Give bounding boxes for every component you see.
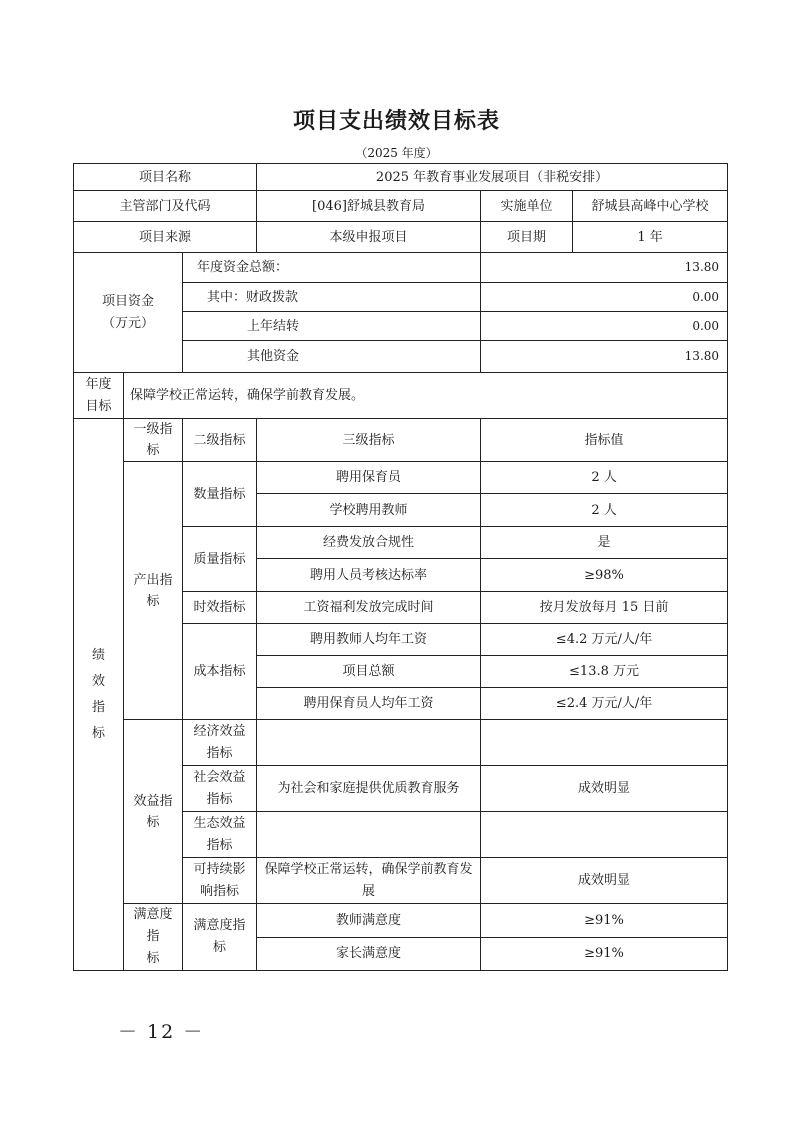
- indicator-name: 教师满意度: [257, 904, 481, 938]
- satisfaction-l1-line2: 标: [146, 951, 160, 966]
- social-label-line2: 指标: [206, 791, 233, 807]
- indicator-value: ≥91%: [481, 937, 728, 971]
- project-name-value: 2025 年教育事业发展项目（非税安排）: [257, 164, 728, 191]
- indicator-value: ≤13.8 万元: [481, 656, 728, 688]
- source-value: 本级申报项目: [257, 222, 481, 253]
- indicator-name: 聘用教师人均年工资: [257, 624, 481, 656]
- row-perf-headers: [74, 419, 728, 462]
- satisfaction-l1-label: [124, 904, 183, 971]
- social-label-line1: 社会效益: [193, 769, 246, 785]
- indicator-name: [257, 812, 481, 858]
- impl-label: 实施单位: [481, 191, 573, 222]
- indicator-value: ≥91%: [481, 904, 728, 938]
- header-value: 指标值: [481, 419, 728, 462]
- indicator-name: 经费发放合规性: [257, 527, 481, 559]
- goal-label-line1: 年度: [85, 376, 112, 392]
- row-annual-goal: [74, 373, 728, 419]
- funds-fiscal-value: 0.00: [481, 283, 728, 312]
- indicator-value: ≤2.4 万元/人/年: [481, 688, 728, 720]
- indicator-value: 成效明显: [481, 858, 728, 904]
- indicator-value: 按月发放每月 15 日前: [481, 592, 728, 624]
- goal-label: [74, 373, 124, 419]
- goal-text: 保障学校正常运转，确保学前教育发展。: [124, 373, 728, 419]
- sustain-name-line2: 展: [362, 883, 376, 899]
- cost-indicator-label: 成本指标: [183, 624, 257, 720]
- row-funds-total: [74, 253, 728, 283]
- sustain-name-line1: 保障学校正常运转，确保学前教育发: [264, 861, 473, 877]
- output-indicator-label: 产出指标: [124, 462, 183, 720]
- ecological-label-line2: 指标: [206, 837, 233, 853]
- header-level3: 三级指标: [257, 419, 481, 462]
- page-title: 项目支出绩效目标表: [292, 109, 500, 134]
- timeliness-indicator-label: 时效指标: [183, 592, 257, 624]
- funds-carryover-label: 上年结转: [183, 312, 481, 341]
- header-level1: 一级指标: [124, 419, 183, 462]
- funds-carryover-value: 0.00: [481, 312, 728, 341]
- perf-side-char: 绩: [91, 647, 105, 663]
- header-level2: 二级指标: [183, 419, 257, 462]
- ecological-indicator-label: [183, 812, 257, 858]
- funds-total-value: 13.80: [481, 253, 728, 283]
- period-value: 1 年: [573, 222, 728, 253]
- funds-label-line2: （万元）: [101, 315, 154, 331]
- source-label: 项目来源: [74, 222, 257, 253]
- indicator-name: 项目总额: [257, 656, 481, 688]
- quantity-indicator-label: 数量指标: [183, 462, 257, 527]
- indicator-value: 2 人: [481, 494, 728, 527]
- sustain-indicator-label: [183, 858, 257, 904]
- goal-label-line2: 目标: [85, 398, 112, 414]
- indicator-name: 工资福利发放完成时间: [257, 592, 481, 624]
- table-row: [74, 904, 728, 938]
- indicator-name: 聘用保育员: [257, 462, 481, 494]
- economic-label-line2: 指标: [206, 745, 233, 761]
- indicator-name: 学校聘用教师: [257, 494, 481, 527]
- indicator-name: 为社会和家庭提供优质教育服务: [257, 766, 481, 812]
- ecological-label-line1: 生态效益: [193, 815, 246, 831]
- indicator-name: [257, 720, 481, 766]
- project-name-label: 项目名称: [74, 164, 257, 191]
- indicator-value: [481, 812, 728, 858]
- page-number: － 12 －: [118, 1021, 205, 1043]
- sustain-label-line2: 响指标: [200, 883, 240, 899]
- benefit-indicator-label: 效益指标: [124, 720, 183, 904]
- indicator-value: [481, 720, 728, 766]
- sustain-label-line1: 可持续影: [193, 861, 246, 877]
- indicator-name: 聘用人员考核达标率: [257, 559, 481, 592]
- economic-label-line1: 经济效益: [193, 723, 246, 739]
- satisfaction-l2-label: [183, 904, 257, 971]
- indicator-name: 家长满意度: [257, 937, 481, 971]
- funds-total-label: 年度资金总额：: [183, 253, 481, 283]
- performance-table: [73, 163, 728, 971]
- row-project-name: [74, 164, 728, 191]
- dept-value: [046]舒城县教育局: [257, 191, 481, 222]
- table-row: [74, 720, 728, 766]
- funds-other-value: 13.80: [481, 341, 728, 373]
- satisfaction-l1-line1: 满意度指: [133, 907, 173, 944]
- indicator-value: 2 人: [481, 462, 728, 494]
- row-source: [74, 222, 728, 253]
- indicator-value: 是: [481, 527, 728, 559]
- indicator-value: ≥98%: [481, 559, 728, 592]
- perf-side-label: [74, 419, 124, 971]
- perf-side-char: 效: [91, 673, 105, 689]
- indicator-name: [257, 858, 481, 904]
- period-label: 项目期: [481, 222, 573, 253]
- indicator-name: 聘用保育员人均年工资: [257, 688, 481, 720]
- dept-label: 主管部门及代码: [74, 191, 257, 222]
- satisfaction-l2-line2: 标: [213, 940, 227, 955]
- indicator-value: ≤4.2 万元/人/年: [481, 624, 728, 656]
- perf-side-char: 标: [91, 725, 105, 741]
- social-indicator-label: [183, 766, 257, 812]
- satisfaction-l2-line1: 满意度指: [193, 918, 246, 933]
- impl-value: 舒城县高峰中心学校: [573, 191, 728, 222]
- economic-indicator-label: [183, 720, 257, 766]
- year-note: （2025 年度）: [355, 146, 438, 160]
- funds-fiscal-label: 其中：财政拨款: [183, 283, 481, 312]
- table-row: [74, 462, 728, 494]
- quality-indicator-label: 质量指标: [183, 527, 257, 592]
- funds-label-line1: 项目资金: [101, 293, 154, 309]
- indicator-value: 成效明显: [481, 766, 728, 812]
- perf-side-char: 指: [91, 699, 105, 715]
- funds-other-label: 其他资金: [183, 341, 481, 373]
- row-department: [74, 191, 728, 222]
- funds-label: [74, 253, 183, 373]
